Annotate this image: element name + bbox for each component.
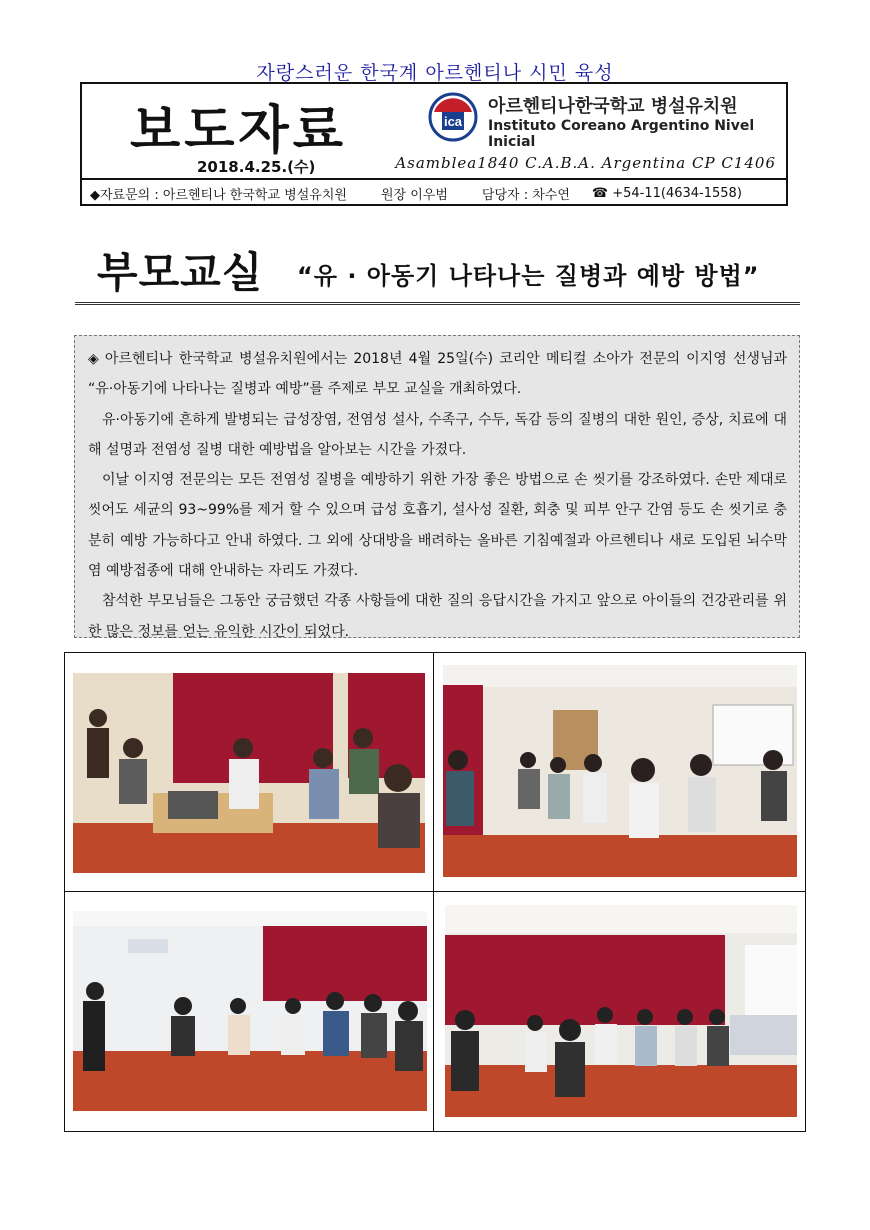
school-address: Asamblea1840 C.A.B.A. Argentina CP C1406 (395, 154, 776, 172)
release-date: 2018.4.25.(수) (197, 158, 316, 176)
school-name-korean: 아르헨티나한국학교 병설유치원 (488, 96, 738, 117)
school-logo-icon (428, 92, 478, 142)
contact-inquiry: ◆자료문의 : 아르헨티나 한국학교 병설유치원 (90, 187, 347, 203)
headline-main: 부모교실 (97, 248, 264, 297)
contact-bar (82, 178, 786, 206)
contact-manager: 담당자 : 차수연 (481, 187, 570, 203)
headline (75, 240, 800, 305)
event-photo-4 (445, 905, 797, 1117)
event-photo-2 (443, 665, 797, 877)
article-body (74, 335, 800, 638)
svg-text:ica: ica (443, 114, 463, 129)
event-photo-1 (73, 673, 425, 873)
article-paragraph: 유·아동기에 흔하게 발병되는 급성장염, 전염성 설사, 수족구, 수두, 독감 등의 질병의 대한 원인, 증상, 치료에 대해 설명과 전염성 질병 대한 예방법을 알아보는 시간을 가졌다. (88, 411, 787, 458)
grid-divider (433, 653, 434, 1131)
contact-principal: 원장 이우범 (380, 187, 448, 203)
article-paragraph: 참석한 부모님들은 그동안 궁금했던 각종 사항들에 대한 질의 응답시간을 가지고 앞으로 아이들의 건강관리를 위한 많은 정보를 얻는 유익한 시간이 되었다. (88, 593, 787, 640)
slogan: 자랑스러운 한국계 아르헨티나 시민 육성 (256, 62, 614, 84)
article-paragraph: 이날 이지영 전문의는 모든 전염성 질병을 예방하기 위한 가장 좋은 방법으로 손 씻기를 강조하였다. 손만 제대로 씻어도 세균의 93~99%를 제거 할 수 있으며 급성 호흡기, 설사성 질환, 회충 및 피부 안구 간염 등도 손 씻기로 충분히 예방 가능하다고 안내 하였다. 그 외에 상대방을 배려하는 올바른 기침예절과 아르헨티나 새로 도입된 뇌수막염 예방접종에 대해 안내하는 자리도 가졌다. (88, 472, 787, 580)
school-name-spanish: Instituto Coreano Argentino Nivel Inicial (488, 118, 755, 150)
page-title: 보도자료 (130, 100, 347, 161)
article-paragraph: ◈ 아르헨티나 한국학교 병설유치원에서는 2018년 4월 25일(수) 코리안 메티컬 소아가 전문의 이지영 선생님과 “유·아동기에 나타나는 질병과 예방”를 주제로 부모 교실을 개최하였다. (88, 351, 787, 398)
grid-divider (65, 891, 805, 892)
contact-phone: ☎ +54-11(4634-1558) (591, 185, 742, 201)
photo-grid (64, 652, 806, 1132)
press-release-header (80, 82, 788, 206)
headline-subtitle: “유 · 아동기 나타나는 질병과 예방 방법” (297, 262, 760, 290)
event-photo-3 (73, 911, 427, 1111)
